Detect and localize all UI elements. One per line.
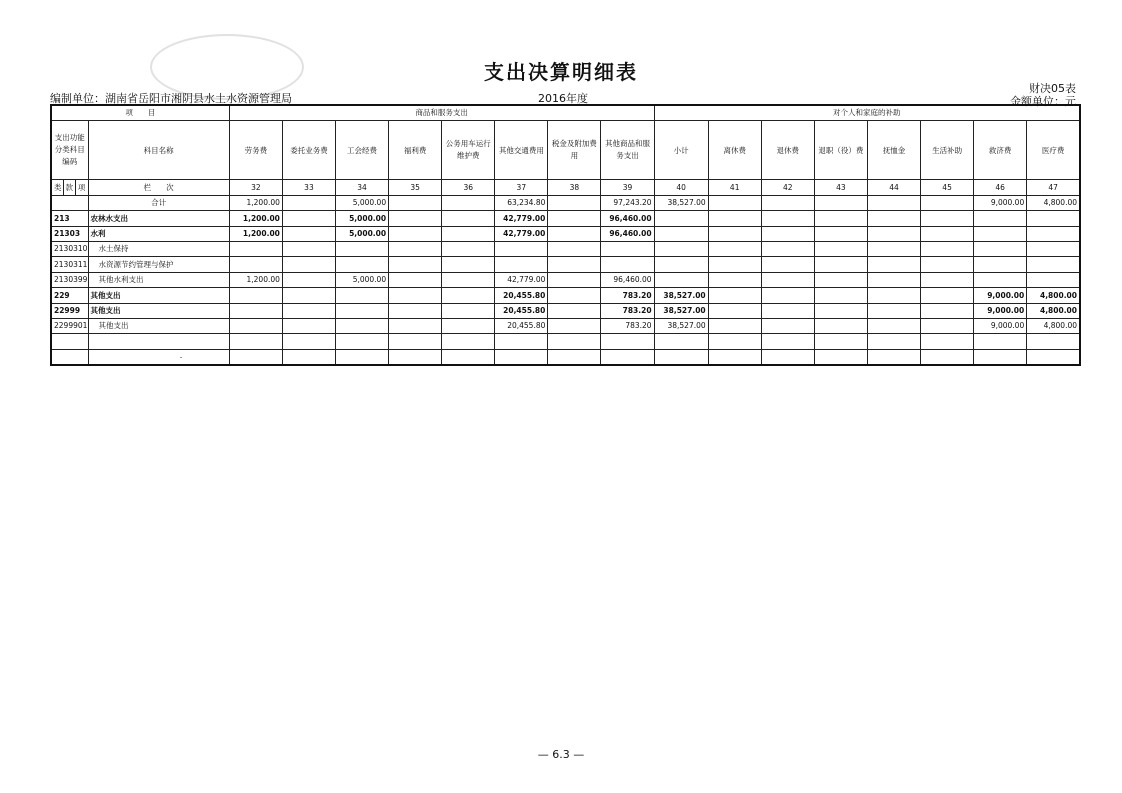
row-code: 229	[51, 288, 88, 303]
cell-value	[282, 303, 335, 318]
cell-value	[389, 195, 442, 210]
cell-value	[389, 334, 442, 349]
cell-value: 96,460.00	[601, 226, 654, 241]
col-header-resign: 退职（役）费	[814, 121, 867, 180]
table-row	[51, 349, 1080, 365]
cell-value	[814, 226, 867, 241]
cell-value	[336, 288, 389, 303]
cell-value	[495, 334, 548, 349]
cell-value	[654, 349, 708, 365]
row-subject-name	[88, 334, 229, 349]
row-subject-name: 水土保持	[88, 241, 229, 256]
scan-speck	[180, 357, 182, 358]
cell-value	[442, 241, 495, 256]
cell-value	[654, 226, 708, 241]
cell-value	[229, 349, 282, 365]
column-number: 43	[814, 180, 867, 195]
cell-value	[708, 195, 761, 210]
cell-value	[761, 226, 814, 241]
cell-value	[761, 288, 814, 303]
cell-value	[442, 272, 495, 287]
col-header-medical: 医疗费	[1027, 121, 1080, 180]
cell-value: 38,527.00	[654, 195, 708, 210]
col-header-welfare: 福利费	[389, 121, 442, 180]
table-row	[51, 334, 1080, 349]
column-number: 34	[336, 180, 389, 195]
cell-value: 42,779.00	[495, 272, 548, 287]
col-header-commission: 委托业务费	[282, 121, 335, 180]
page-title: 支出决算明细表	[484, 60, 638, 84]
total-label: 合计	[88, 195, 229, 210]
cell-value	[442, 334, 495, 349]
cell-value	[974, 226, 1027, 241]
cell-value	[867, 195, 920, 210]
table-row	[51, 318, 1080, 333]
form-number: 财决05表	[1029, 82, 1076, 95]
cell-value	[708, 318, 761, 333]
cell-value	[495, 241, 548, 256]
family-subsidy-group-header: 对个人和家庭的补助	[654, 105, 1080, 121]
cell-value: 9,000.00	[974, 303, 1027, 318]
row-code: 2130399	[51, 272, 88, 287]
cell-value	[814, 195, 867, 210]
cell-value	[1027, 211, 1080, 226]
row-code	[51, 334, 88, 349]
cell-value	[761, 334, 814, 349]
cell-value	[282, 288, 335, 303]
column-number: 37	[495, 180, 548, 195]
cell-value: 63,234.80	[495, 195, 548, 210]
cell-value	[867, 257, 920, 272]
cell-value: 38,527.00	[654, 288, 708, 303]
column-number: 41	[708, 180, 761, 195]
cell-value	[761, 257, 814, 272]
cell-value: 9,000.00	[974, 288, 1027, 303]
row-subject-name: 其他支出	[88, 303, 229, 318]
cell-value	[282, 318, 335, 333]
row-code	[51, 195, 88, 210]
cell-value	[229, 318, 282, 333]
cell-value	[229, 257, 282, 272]
cell-value	[708, 303, 761, 318]
col-header-relief: 救济费	[974, 121, 1027, 180]
cell-value	[389, 241, 442, 256]
column-number: 44	[867, 180, 920, 195]
cell-value	[921, 318, 974, 333]
cell-value	[442, 303, 495, 318]
cell-value	[761, 349, 814, 365]
column-number: 36	[442, 180, 495, 195]
cell-value	[708, 334, 761, 349]
cell-value	[974, 334, 1027, 349]
cell-value	[1027, 349, 1080, 365]
cell-value	[761, 318, 814, 333]
cell-value	[974, 349, 1027, 365]
column-number: 39	[601, 180, 654, 195]
cell-value	[548, 318, 601, 333]
cell-value	[654, 241, 708, 256]
cell-value	[654, 211, 708, 226]
cell-value	[548, 288, 601, 303]
column-number: 32	[229, 180, 282, 195]
row-code: 21303	[51, 226, 88, 241]
cell-value	[708, 349, 761, 365]
cell-value	[389, 349, 442, 365]
lei-header: 类	[51, 180, 63, 195]
cell-value	[921, 226, 974, 241]
cell-value	[601, 257, 654, 272]
cell-value	[974, 241, 1027, 256]
cell-value	[921, 272, 974, 287]
row-subject-name	[88, 349, 229, 365]
amount-unit: 金额单位：元	[1010, 95, 1076, 108]
cell-value	[229, 241, 282, 256]
cell-value	[548, 257, 601, 272]
cell-value	[974, 211, 1027, 226]
cell-value	[336, 257, 389, 272]
xiang-header: 项	[75, 180, 88, 195]
table-row	[51, 211, 1080, 226]
cell-value	[389, 226, 442, 241]
cell-value	[1027, 241, 1080, 256]
column-number: 40	[654, 180, 708, 195]
cell-value	[336, 334, 389, 349]
cell-value	[336, 303, 389, 318]
page-number: — 6.3 —	[537, 748, 585, 761]
cell-value	[814, 288, 867, 303]
col-header-union: 工会经费	[336, 121, 389, 180]
cell-value	[442, 257, 495, 272]
col-header-tax: 税金及附加费用	[548, 121, 601, 180]
cell-value	[601, 241, 654, 256]
cell-value	[282, 349, 335, 365]
col-header-living: 生活补助	[921, 121, 974, 180]
cell-value: 4,800.00	[1027, 288, 1080, 303]
col-header-other-goods: 其他商品和服务支出	[601, 121, 654, 180]
cell-value	[921, 334, 974, 349]
expenditure-detail-table	[50, 104, 1081, 366]
cell-value: 9,000.00	[974, 195, 1027, 210]
cell-value	[548, 195, 601, 210]
col-header-pension: 抚恤金	[867, 121, 920, 180]
cell-value	[867, 334, 920, 349]
column-number: 42	[761, 180, 814, 195]
cell-value	[442, 349, 495, 365]
cell-value	[1027, 272, 1080, 287]
col-header-vehicle: 公务用车运行维护费	[442, 121, 495, 180]
col-header-labor: 劳务费	[229, 121, 282, 180]
cell-value	[761, 211, 814, 226]
cell-value: 38,527.00	[654, 318, 708, 333]
cell-value	[548, 334, 601, 349]
column-number: 38	[548, 180, 601, 195]
subject-name-header: 科目名称	[88, 121, 229, 180]
cell-value: 1,200.00	[229, 195, 282, 210]
cell-value	[814, 257, 867, 272]
cell-value	[814, 318, 867, 333]
cell-value	[548, 226, 601, 241]
cell-value	[495, 349, 548, 365]
cell-value: 4,800.00	[1027, 303, 1080, 318]
cell-value	[442, 211, 495, 226]
cell-value	[814, 303, 867, 318]
row-code	[51, 349, 88, 365]
cell-value	[229, 303, 282, 318]
cell-value: 42,779.00	[495, 226, 548, 241]
cell-value	[761, 241, 814, 256]
cell-value	[336, 349, 389, 365]
cell-value	[867, 288, 920, 303]
cell-value	[814, 241, 867, 256]
cell-value	[814, 211, 867, 226]
cell-value	[708, 257, 761, 272]
row-subject-name: 其他支出	[88, 288, 229, 303]
cell-value: 783.20	[601, 288, 654, 303]
table-row	[51, 226, 1080, 241]
cell-value	[336, 241, 389, 256]
cell-value: 1,200.00	[229, 272, 282, 287]
cell-value	[867, 318, 920, 333]
cell-value: 5,000.00	[336, 195, 389, 210]
cell-value	[921, 241, 974, 256]
table-row	[51, 257, 1080, 272]
cell-value	[601, 334, 654, 349]
cell-value	[442, 226, 495, 241]
cell-value	[548, 241, 601, 256]
cell-value	[654, 272, 708, 287]
cell-value: 42,779.00	[495, 211, 548, 226]
cell-value	[708, 288, 761, 303]
cell-value: 20,455.80	[495, 288, 548, 303]
cell-value	[974, 272, 1027, 287]
cell-value	[1027, 226, 1080, 241]
cell-value	[921, 288, 974, 303]
cell-value	[336, 318, 389, 333]
col-header-retire: 离休费	[708, 121, 761, 180]
row-subject-name: 水利	[88, 226, 229, 241]
cell-value	[708, 226, 761, 241]
cell-value: 783.20	[601, 303, 654, 318]
fiscal-year: 2016年度	[538, 92, 588, 105]
cell-value: 783.20	[601, 318, 654, 333]
cell-value: 96,460.00	[601, 272, 654, 287]
column-number: 45	[921, 180, 974, 195]
cell-value	[921, 211, 974, 226]
column-number: 47	[1027, 180, 1080, 195]
row-code: 2130311	[51, 257, 88, 272]
table-row	[51, 241, 1080, 256]
cell-value	[867, 241, 920, 256]
cell-value	[867, 272, 920, 287]
cell-value	[867, 211, 920, 226]
cell-value: 9,000.00	[974, 318, 1027, 333]
cell-value	[921, 195, 974, 210]
cell-value: 38,527.00	[654, 303, 708, 318]
cell-value	[814, 334, 867, 349]
row-subject-name: 水资源节约管理与保护	[88, 257, 229, 272]
cell-value	[708, 272, 761, 287]
cell-value: 20,455.80	[495, 318, 548, 333]
cell-value	[708, 211, 761, 226]
cell-value	[548, 349, 601, 365]
cell-value	[867, 226, 920, 241]
cell-value	[442, 288, 495, 303]
cell-value	[814, 272, 867, 287]
cell-value	[867, 349, 920, 365]
cell-value	[548, 272, 601, 287]
cell-value: 20,455.80	[495, 303, 548, 318]
col-header-transport: 其他交通费用	[495, 121, 548, 180]
cell-value	[548, 303, 601, 318]
table-row	[51, 195, 1080, 210]
row-subject-name: 其他水利支出	[88, 272, 229, 287]
cell-value	[389, 257, 442, 272]
cell-value: 5,000.00	[336, 211, 389, 226]
cell-value: 4,800.00	[1027, 318, 1080, 333]
column-number: 35	[389, 180, 442, 195]
cell-value	[814, 349, 867, 365]
cell-value	[229, 288, 282, 303]
cell-value	[442, 195, 495, 210]
cell-value	[708, 241, 761, 256]
cell-value: 4,800.00	[1027, 195, 1080, 210]
cell-value	[654, 257, 708, 272]
cell-value	[389, 211, 442, 226]
cell-value	[867, 303, 920, 318]
cell-value	[229, 334, 282, 349]
cell-value: 1,200.00	[229, 226, 282, 241]
cell-value	[761, 272, 814, 287]
cell-value	[495, 257, 548, 272]
cell-value	[282, 334, 335, 349]
cell-value	[389, 288, 442, 303]
row-subject-name: 农林水支出	[88, 211, 229, 226]
row-subject-name: 其他支出	[88, 318, 229, 333]
cell-value	[282, 272, 335, 287]
cell-value	[761, 195, 814, 210]
goods-services-group-header: 商品和服务支出	[229, 105, 654, 121]
row-code: 213	[51, 211, 88, 226]
table-row	[51, 303, 1080, 318]
cell-value	[974, 257, 1027, 272]
cell-value	[389, 318, 442, 333]
column-index-label: 栏 次	[88, 180, 229, 195]
cell-value: 97,243.20	[601, 195, 654, 210]
item-header: 项 目	[51, 105, 229, 121]
column-number: 33	[282, 180, 335, 195]
col-header-retire2: 退休费	[761, 121, 814, 180]
cell-value	[389, 272, 442, 287]
cell-value	[282, 241, 335, 256]
cell-value	[282, 226, 335, 241]
column-number: 46	[974, 180, 1027, 195]
table-row	[51, 272, 1080, 287]
cell-value	[654, 334, 708, 349]
cell-value	[548, 211, 601, 226]
cell-value	[601, 349, 654, 365]
kuan-header: 款	[63, 180, 75, 195]
function-code-header: 支出功能分类科目编码	[51, 121, 88, 180]
cell-value: 5,000.00	[336, 226, 389, 241]
cell-value	[1027, 257, 1080, 272]
cell-value	[921, 349, 974, 365]
compiling-unit: 编制单位：湖南省岳阳市湘阴县水土水资源管理局	[50, 92, 292, 105]
row-code: 22999	[51, 303, 88, 318]
cell-value	[282, 257, 335, 272]
col-header-subtotal: 小计	[654, 121, 708, 180]
cell-value	[389, 303, 442, 318]
cell-value	[1027, 334, 1080, 349]
row-code: 2299901	[51, 318, 88, 333]
cell-value: 1,200.00	[229, 211, 282, 226]
cell-value	[921, 257, 974, 272]
cell-value	[442, 318, 495, 333]
cell-value	[761, 303, 814, 318]
cell-value: 5,000.00	[336, 272, 389, 287]
cell-value: 96,460.00	[601, 211, 654, 226]
cell-value	[282, 195, 335, 210]
table-row	[51, 288, 1080, 303]
cell-value	[282, 211, 335, 226]
cell-value	[921, 303, 974, 318]
row-code: 2130310	[51, 241, 88, 256]
